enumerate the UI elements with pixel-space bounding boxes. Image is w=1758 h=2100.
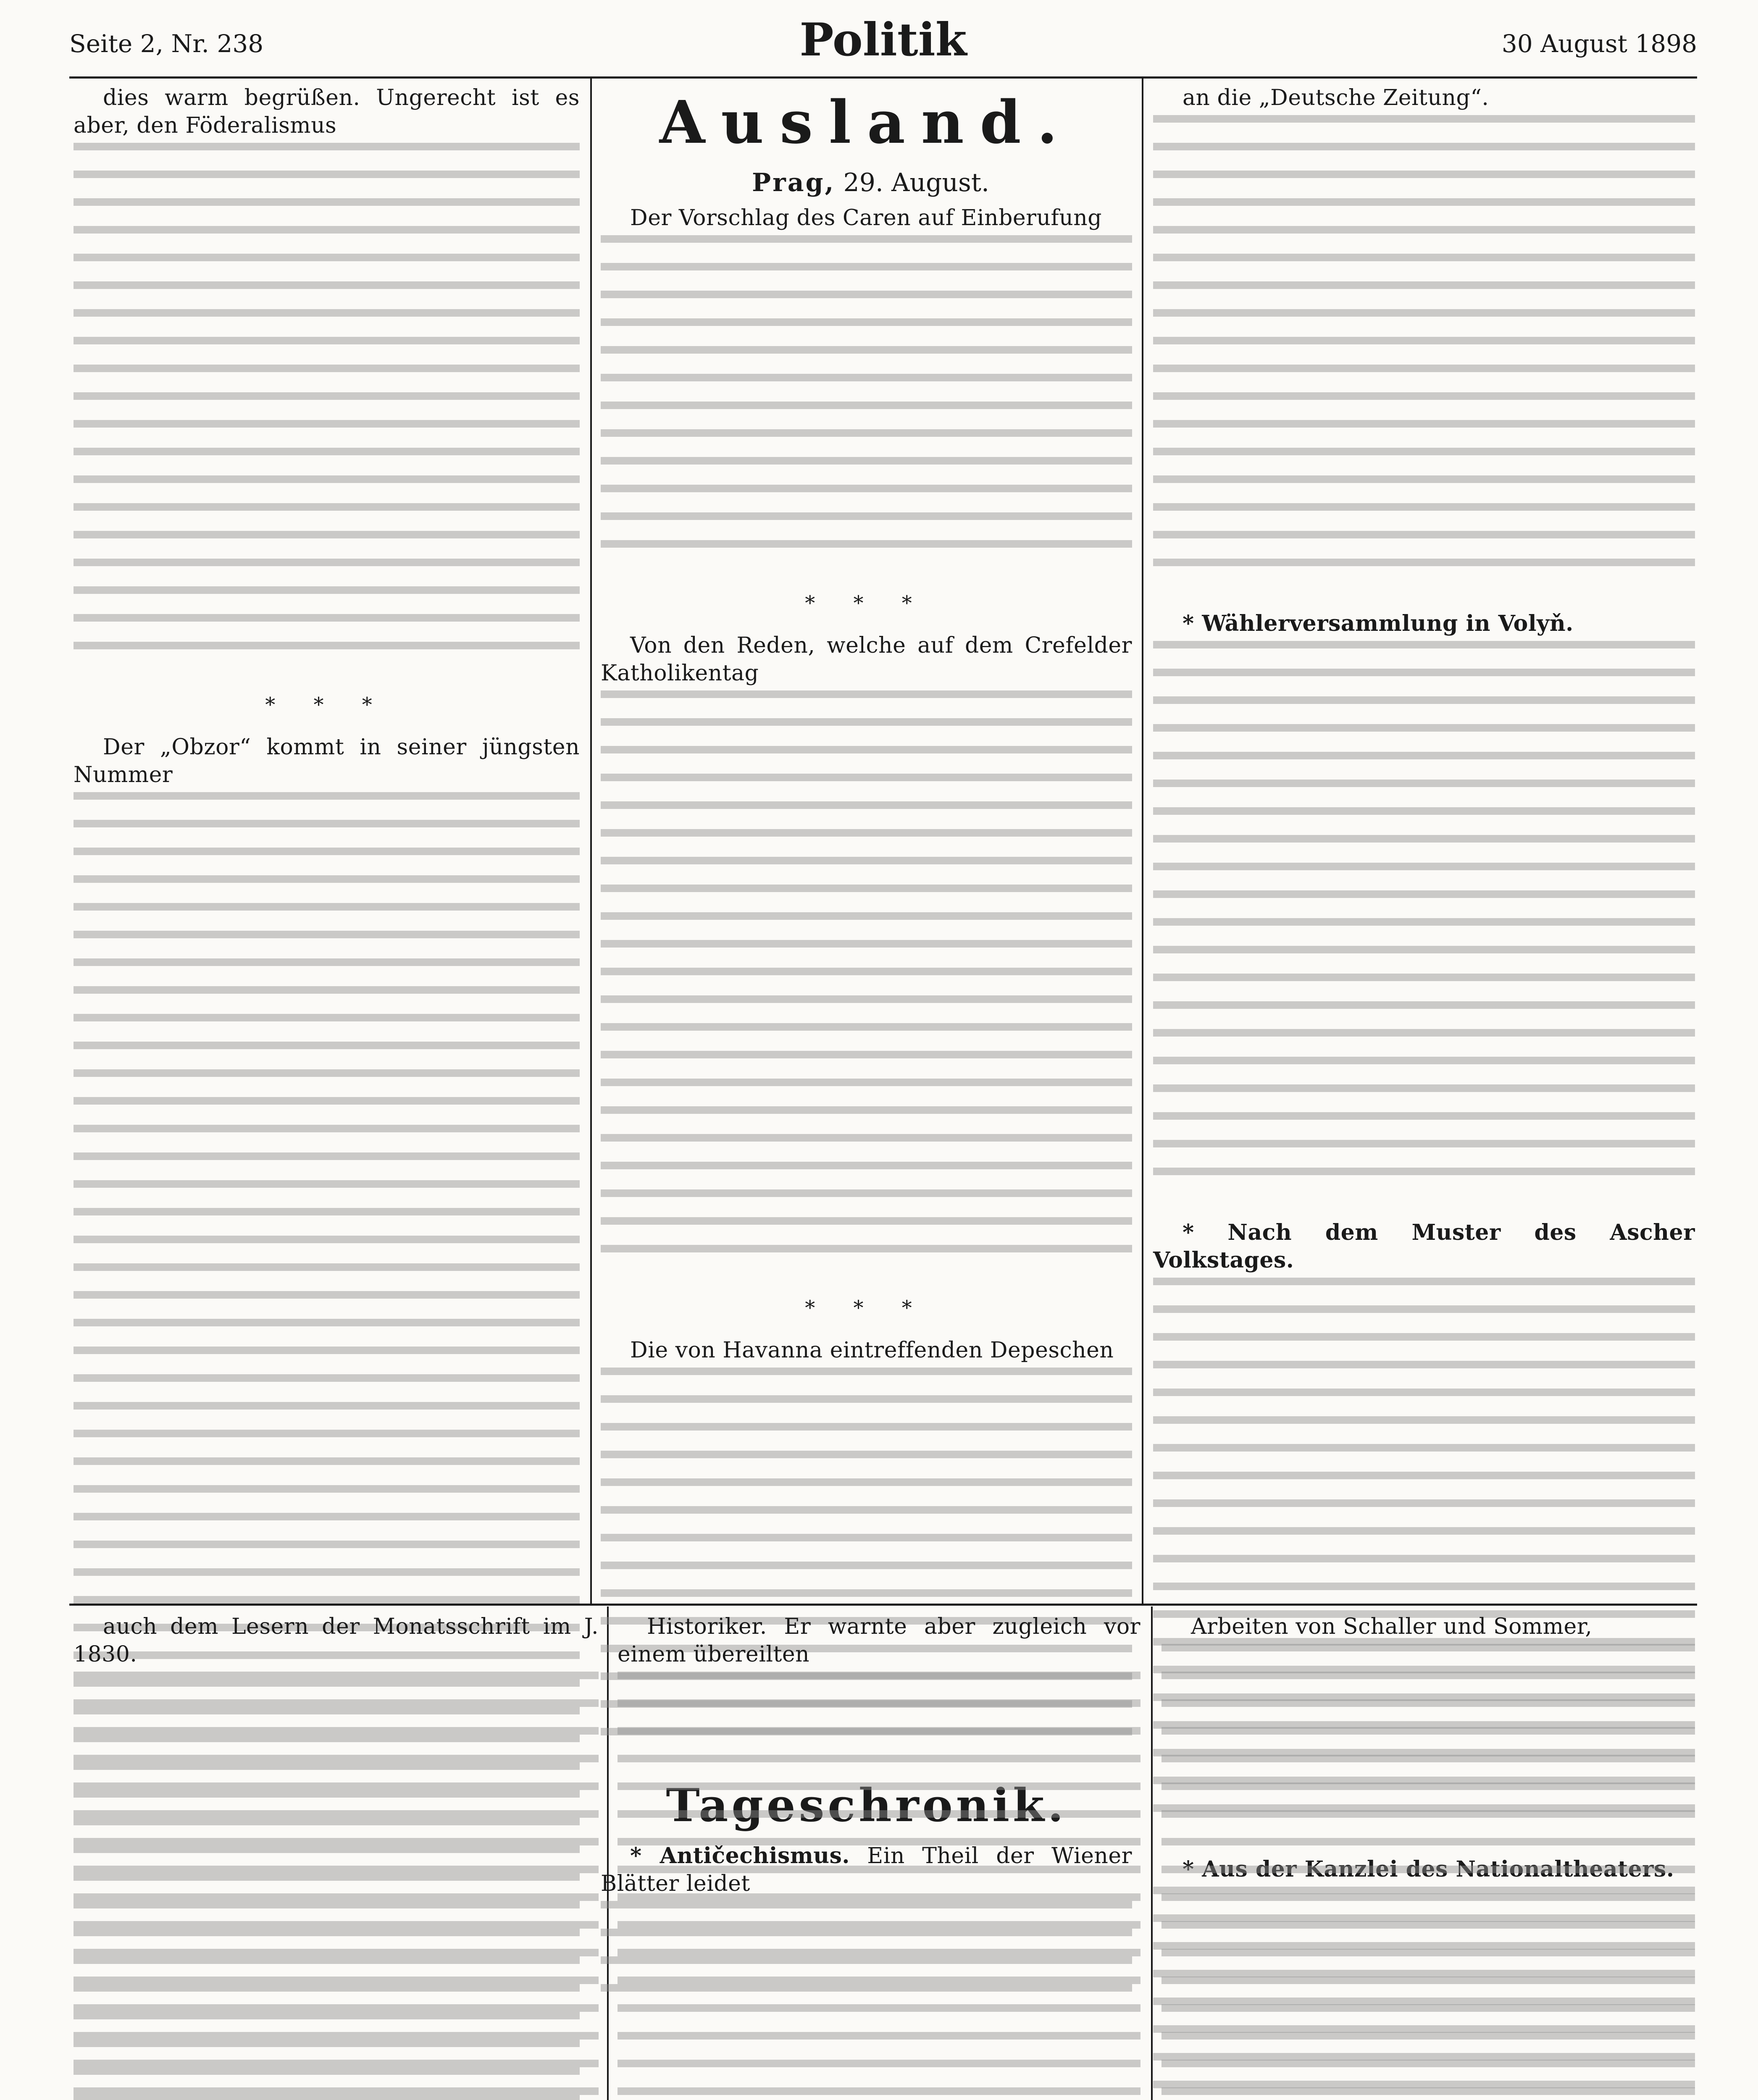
paragraph-opening: Historiker. Er warnte aber zugleich vor einem übereilten — [618, 1614, 1140, 1667]
paragraph-opening: auch dem Lesern der Monatsschrift im J. 1830. — [74, 1614, 599, 1667]
paragraph-text-lines — [618, 1672, 1140, 2100]
paragraph-opening: Arbeiten von Schaller und Sommer, — [1191, 1614, 1592, 1639]
article-paragraph — [618, 1613, 1140, 2100]
paragraph-opening: Die von Havanna eintreffenden Depeschen — [630, 1338, 1114, 1363]
issue-date: 30 August 1898 — [1501, 29, 1697, 58]
article-paragraph — [74, 1613, 599, 2100]
separator-stars: * * * — [805, 591, 928, 615]
article-paragraph — [601, 632, 1132, 1273]
paragraph-text-lines — [74, 1672, 599, 2100]
paragraph-lead-text: Ein Theil der Wiener Blätter leidet — [601, 1843, 1133, 1896]
paragraph-opening: dies warm begrüßen. Ungerecht ist es aber, den Föderalismus — [74, 85, 580, 138]
ausland-heading: Ausland. — [659, 88, 1074, 157]
paragraph-text-lines — [601, 690, 1132, 1273]
column-rule-2 — [1142, 76, 1143, 1605]
article-paragraph — [601, 204, 1132, 568]
paragraph-opening — [1153, 1219, 1695, 1274]
paragraph-text-lines — [1161, 1644, 1695, 2100]
column-rule-4 — [1151, 1606, 1153, 2100]
column-rule-1 — [590, 76, 592, 1605]
article-paragraph — [1153, 610, 1695, 1195]
article-paragraph — [1153, 84, 1695, 586]
paragraph-lead: * Wählerversammlung in Volyň. — [1183, 611, 1574, 636]
page-number-label: Seite 2, Nr. 238 — [69, 29, 264, 58]
dateline-place: Prag, — [752, 168, 836, 197]
paragraph-opening: an die „Deutsche Zeitung“. — [1183, 85, 1489, 110]
feuilleton-column-2 — [618, 1613, 1140, 2100]
separator-stars: * * * — [805, 1296, 928, 1320]
upper-column-1 — [74, 84, 580, 1596]
article-paragraph — [74, 84, 580, 669]
paragraph-text-lines — [601, 235, 1132, 568]
dateline — [601, 167, 1132, 198]
paragraph-opening: Der „Obzor“ kommt in seiner jüngsten Nummer — [74, 735, 580, 788]
paragraph-opening — [1153, 610, 1695, 638]
paragraph-text-lines — [1153, 641, 1695, 1195]
paragraph-opening: Von den Reden, welche auf dem Crefelder Katholikentag — [601, 633, 1132, 686]
tageschronik-heading: Tageschronik. — [666, 1779, 1067, 1832]
article-paragraph — [1161, 1613, 1695, 2100]
paragraph-text-lines — [1153, 115, 1695, 586]
paragraph-lead: * Nach dem Muster des Ascher Volkstages. — [1153, 1220, 1695, 1273]
feuilleton-column-1 — [74, 1613, 599, 2100]
paragraph-opening: Der Vorschlag des Caren auf Einberufung — [630, 205, 1102, 231]
paragraph-lead: * Antičechismus. — [630, 1843, 850, 1869]
paragraph-lead: * Aus der Kanzlei des Nationaltheaters. — [1183, 1856, 1674, 1882]
dateline-date: 29. August. — [843, 168, 990, 197]
separator-stars: * * * — [265, 693, 388, 717]
header-rule — [69, 76, 1697, 79]
masthead — [69, 13, 1697, 74]
section-title: Politik — [799, 13, 967, 66]
paragraph-text-lines — [74, 143, 580, 669]
feuilleton-column-3 — [1161, 1613, 1695, 2100]
